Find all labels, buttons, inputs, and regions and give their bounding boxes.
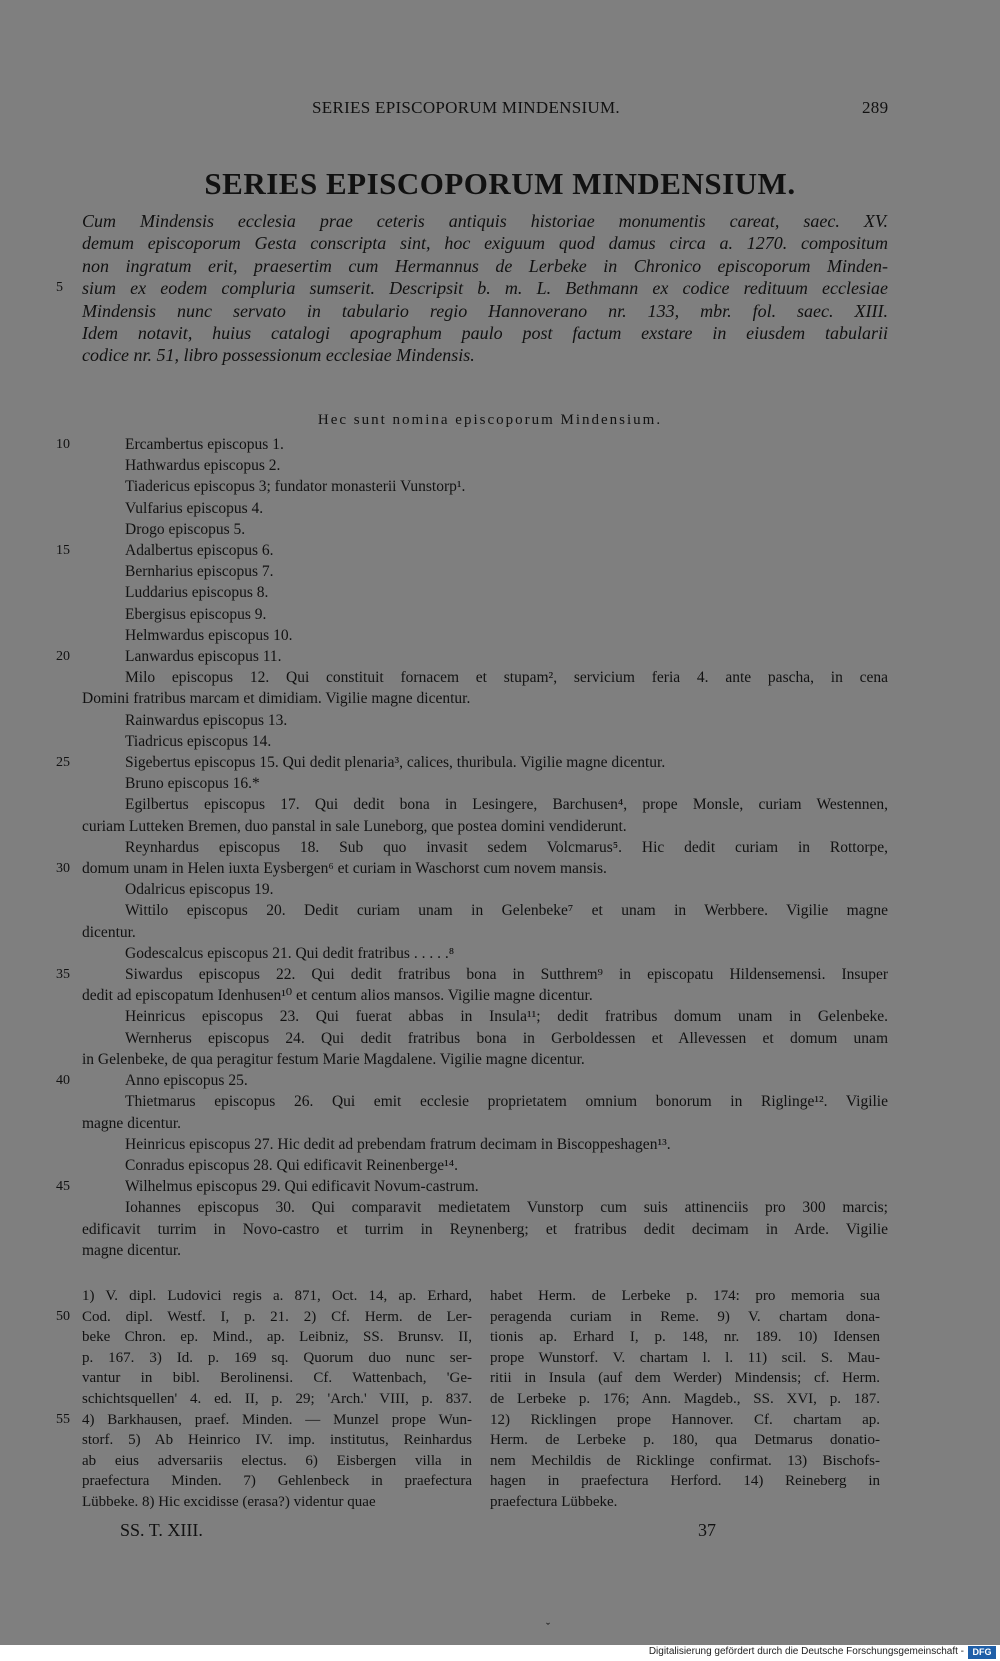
list-line bbox=[56, 964, 888, 985]
footnote-line: de Lerbeke p. 176; Ann. Magdeb., SS. XVI, p. 187. bbox=[490, 1390, 880, 1407]
intro-paragraph bbox=[56, 210, 888, 367]
list-line bbox=[82, 794, 888, 815]
footnote-line bbox=[56, 1410, 472, 1431]
list-line bbox=[82, 519, 888, 540]
list-line-text: Drogo episcopus 5. bbox=[125, 520, 246, 538]
footnote-line: hagen in praefectura Herford. 14) Reineberg in bbox=[490, 1473, 880, 1490]
footnote-line bbox=[82, 1451, 472, 1472]
list-line bbox=[82, 561, 888, 582]
footnote-line bbox=[82, 1286, 472, 1307]
list-line-text: dedit ad episcopatum Idenhusen¹⁰ et centum alios mansos. Vigilie magne dicentur. bbox=[82, 987, 593, 1005]
list-line bbox=[82, 731, 888, 752]
list-line-text: Hathwardus episcopus 2. bbox=[125, 457, 281, 475]
footnote-text: ab eius adversariis electus. 6) Eisbergen villa in bbox=[82, 1452, 472, 1469]
list-line bbox=[82, 498, 888, 519]
line-number: 40 bbox=[56, 1073, 70, 1089]
footnote-text: p. 167. 3) Id. p. 169 sq. Quorum duo nunc ser- bbox=[82, 1349, 472, 1366]
list-line-text: Ebergisus episcopus 9. bbox=[125, 605, 267, 623]
footnote-line bbox=[82, 1368, 472, 1389]
list-line bbox=[82, 943, 888, 964]
list-line-text: Milo episcopus 12. Qui constituit fornacem et stupam², servicium feria 4. ante pascha, in cena bbox=[125, 669, 888, 687]
list-line bbox=[82, 688, 888, 709]
list-line bbox=[82, 1091, 888, 1112]
list-line bbox=[82, 1197, 888, 1218]
list-line-text: edificavit turrim in Novo-castro et turrim in Reynenberg; et fratribus dedit decimam in Arde. Vigilie bbox=[82, 1220, 888, 1238]
list-line bbox=[82, 1028, 888, 1049]
footnote-line: 12) Ricklingen prope Hannover. Cf. chartam ap. bbox=[490, 1411, 880, 1428]
page-title: SERIES EPISCOPORUM MINDENSIUM. bbox=[204, 166, 796, 201]
intro-line: non ingratum erit, praesertim cum Hermannus de Lerbeke in Chronico episcoporum Minden- bbox=[82, 255, 888, 276]
footnote-line bbox=[82, 1430, 472, 1451]
list-line-text: Wilhelmus episcopus 29. Qui edificavit Novum-castrum. bbox=[125, 1178, 479, 1196]
intro-line: Mindensis nunc servato in tabulario regio Hannoverano nr. 133, mbr. fol. saec. XIII. bbox=[82, 300, 888, 321]
list-line-text: Helmwardus episcopus 10. bbox=[125, 626, 293, 644]
list-line-text: Domini fratribus marcam et dimidiam. Vigilie magne dicentur. bbox=[82, 690, 471, 708]
footnote-text: praefectura Minden. 7) Gehlenbeck in praefectura bbox=[82, 1473, 472, 1490]
line-number: 45 bbox=[56, 1179, 70, 1195]
line-number: 25 bbox=[56, 755, 70, 771]
list-line-text: Tiadricus episcopus 14. bbox=[125, 732, 272, 750]
list-line-text: Wittilo episcopus 20. Dedit curiam unam in Gelenbeke⁷ et unam in Werbbere. Vigilie magne bbox=[125, 902, 888, 920]
list-line-text: Rainwardus episcopus 13. bbox=[125, 711, 288, 729]
footnote-line bbox=[82, 1471, 472, 1492]
list-line-text: Heinricus episcopus 27. Hic dedit ad prebendam fratrum decimam in Biscoppeshagen¹³. bbox=[125, 1135, 671, 1153]
signature-number: 37 bbox=[698, 1520, 716, 1540]
list-line bbox=[82, 773, 888, 794]
intro-line: codice nr. 51, libro possessionum ecclesiae Mindensis. bbox=[82, 345, 475, 366]
list-line bbox=[82, 1219, 888, 1240]
list-line bbox=[56, 540, 888, 561]
signature-mark: SS. T. XIII. bbox=[120, 1520, 203, 1540]
footnote-text: storf. 5) Ab Heinrico IV. imp. institutus, Reinhardus bbox=[82, 1432, 472, 1449]
footnote-text: vantur in bibl. Berolinensi. Cf. Wattenbach, 'Ge- bbox=[82, 1370, 472, 1387]
list-line bbox=[82, 1155, 888, 1176]
list-line-text: Odalricus episcopus 19. bbox=[125, 881, 274, 899]
list-line bbox=[82, 476, 888, 497]
footnote-text: 4) Barkhausen, praef. Minden. — Munzel prope Wun- bbox=[82, 1411, 472, 1428]
list-line-text: Tiadericus episcopus 3; fundator monasterii Vunstorp¹. bbox=[125, 478, 466, 496]
list-heading: Hec sunt nomina episcoporum Mindensium. bbox=[317, 412, 663, 428]
footnote-text: 1) V. dipl. Ludovici regis a. 871, Oct. 14, ap. Erhard, bbox=[82, 1288, 472, 1304]
list-line bbox=[82, 455, 888, 476]
list-line-text: domum unam in Helen iuxta Eysbergen⁶ et curiam in Waschorst cum novem mansis. bbox=[82, 860, 607, 878]
list-line bbox=[56, 752, 888, 773]
footnote-line bbox=[82, 1492, 472, 1513]
list-line bbox=[82, 1049, 888, 1070]
footnote-line: tionis ap. Erhard I, p. 148, nr. 189. 10) Idensen bbox=[490, 1329, 880, 1346]
list-line bbox=[56, 1176, 888, 1197]
list-line bbox=[82, 922, 888, 943]
list-line-text: Bernharius episcopus 7. bbox=[125, 563, 274, 581]
line-number: 15 bbox=[56, 543, 70, 559]
list-line-text: Bruno episcopus 16.* bbox=[125, 775, 260, 793]
tick-mark: ˇ bbox=[546, 1620, 550, 1634]
list-line-text: Reynhardus episcopus 18. Sub quo invasit sedem Volcmarus⁵. Hic dedit curiam in Rottorpe, bbox=[125, 838, 888, 856]
bishop-list bbox=[56, 434, 888, 1261]
footnote-line bbox=[82, 1348, 472, 1369]
intro-line: Cum Mindensis ecclesia prae ceteris antiquis historiae monumentis careat, saec. XV. bbox=[82, 211, 888, 231]
list-line-text: Conradus episcopus 28. Qui edificavit Reinenberge¹⁴. bbox=[125, 1156, 459, 1174]
footnote-line: peragenda curiam in Reme. 9) V. chartam dona- bbox=[490, 1308, 880, 1325]
line-number: 5 bbox=[56, 280, 63, 295]
footnote-line bbox=[56, 1307, 472, 1328]
list-line bbox=[82, 879, 888, 900]
list-line bbox=[82, 1006, 888, 1027]
footnote-line bbox=[82, 1327, 472, 1348]
line-number: 20 bbox=[56, 649, 70, 665]
line-number: 35 bbox=[56, 967, 70, 983]
list-line-text: Lanwardus episcopus 11. bbox=[125, 648, 282, 666]
footnotes-left-column bbox=[56, 1286, 472, 1513]
list-line bbox=[82, 1113, 888, 1134]
list-line-text: Wernherus episcopus 24. Qui dedit fratribus bona in Gerboldessen et Allevessen et domum unam bbox=[125, 1029, 888, 1047]
list-line-text: Vulfarius episcopus 4. bbox=[125, 499, 264, 517]
list-line-text: Adalbertus episcopus 6. bbox=[125, 542, 274, 560]
list-line bbox=[82, 900, 888, 921]
list-line-text: magne dicentur. bbox=[82, 1241, 181, 1259]
intro-line: sium ex eodem compluria sumserit. Descripsit b. m. L. Bethmann ex codice redituum ecclesiae bbox=[82, 278, 888, 299]
list-line-text: Iohannes episcopus 30. Qui comparavit medietatem Vunstorp cum suis attinenciis pro 300 marcis; bbox=[125, 1199, 888, 1217]
list-line-text: Anno episcopus 25. bbox=[125, 1072, 248, 1090]
footnote-line: nem Mechildis de Ricklinge confirmat. 13) Bischofs- bbox=[490, 1452, 880, 1469]
list-line-text: Luddarius episcopus 8. bbox=[125, 584, 269, 602]
list-line bbox=[82, 837, 888, 858]
running-title: SERIES EPISCOPORUM MINDENSIUM. bbox=[312, 98, 620, 117]
list-line bbox=[82, 710, 888, 731]
list-line bbox=[56, 858, 888, 879]
list-line-text: Egilbertus episcopus 17. Qui dedit bona in Lesingere, Barchusen⁴, prope Monsle, curiam Westennen, bbox=[125, 796, 888, 814]
footnote-line: ritii in Insula (auf dem Werder) Mindensis; cf. Herm. bbox=[490, 1370, 880, 1387]
list-line-text: Sigebertus episcopus 15. Qui dedit plenaria³, calices, thuribula. Vigilie magne dicentur. bbox=[125, 754, 666, 772]
footnote-text: beke Chron. ep. Mind., ap. Leibniz, SS. Brunsv. II, bbox=[82, 1329, 472, 1346]
dfg-logo: DFG bbox=[968, 1646, 996, 1659]
list-line bbox=[82, 582, 888, 603]
line-number: 30 bbox=[56, 861, 70, 877]
line-number: 50 bbox=[56, 1308, 70, 1324]
footnote-line: praefectura Lübbeke. bbox=[490, 1493, 618, 1510]
footnote-text: Cod. dipl. Westf. I, p. 21. 2) Cf. Herm. de Ler- bbox=[82, 1308, 472, 1325]
list-line bbox=[82, 1134, 888, 1155]
list-line bbox=[56, 1070, 888, 1091]
line-number: 10 bbox=[56, 437, 70, 452]
list-line-text: curiam Lutteken Bremen, duo panstal in sale Luneborg, que postea domini vendiderunt. bbox=[82, 817, 627, 835]
list-line-text: Heinricus episcopus 23. Qui fuerat abbas in Insula¹¹; dedit fratribus domum unam in Gelenbeke. bbox=[125, 1008, 888, 1026]
list-line bbox=[82, 667, 888, 688]
footer-credit: Digitalisierung gefördert durch die Deutsche Forschungsgemeinschaft - bbox=[648, 1646, 964, 1657]
list-line-text: in Gelenbeke, de qua peragitur festum Marie Magdalene. Vigilie magne dicentur. bbox=[82, 1050, 585, 1068]
intro-line: demum episcoporum Gesta conscripta sint, hoc exiguum quod damus circa a. 1270. compositum bbox=[82, 233, 888, 254]
list-line bbox=[82, 625, 888, 646]
footnotes-right-column bbox=[490, 1286, 880, 1513]
list-line-text: dicentur. bbox=[82, 923, 136, 941]
list-line bbox=[82, 604, 888, 625]
footnote-line: Herm. de Lerbeke p. 180, qua Detmarus donatio- bbox=[490, 1432, 880, 1449]
footnote-line: prope Wunstorf. V. chartam l. l. 11) scil. S. Mau- bbox=[490, 1349, 880, 1366]
line-number: 55 bbox=[56, 1411, 70, 1427]
list-line-text: magne dicentur. bbox=[82, 1114, 181, 1132]
footnote-text: schichtsquellen' 4. ed. II, p. 29; 'Arch.' VIII, p. 837. bbox=[82, 1390, 472, 1407]
list-line-text: Thietmarus episcopus 26. Qui emit ecclesie proprietatem omnium bonorum in Riglinge¹². Vigilie bbox=[125, 1093, 888, 1111]
list-line-text: Godescalcus episcopus 21. Qui dedit fratribus . . . . .⁸ bbox=[125, 944, 455, 962]
list-line-text: Siwardus episcopus 22. Qui dedit fratribus bona in Sutthrem⁹ in episcopatu Hildensemensi. Insuper bbox=[125, 966, 888, 984]
list-line bbox=[82, 816, 888, 837]
list-line bbox=[56, 434, 888, 455]
footnote-text: Lübbeke. 8) Hic excidisse (erasa?) videntur quae bbox=[82, 1493, 376, 1510]
footnote-line: habet Herm. de Lerbeke p. 174: pro memoria sua bbox=[490, 1288, 880, 1304]
list-line bbox=[56, 646, 888, 667]
list-line-text: Ercambertus episcopus 1. bbox=[125, 436, 284, 453]
page-number: 289 bbox=[862, 98, 889, 117]
list-line bbox=[82, 1240, 888, 1261]
intro-line: Idem notavit, huius catalogi apographum paulo post factum exstare in eiusdem tabularii bbox=[82, 323, 888, 344]
list-line bbox=[82, 985, 888, 1006]
footnote-line bbox=[82, 1389, 472, 1410]
